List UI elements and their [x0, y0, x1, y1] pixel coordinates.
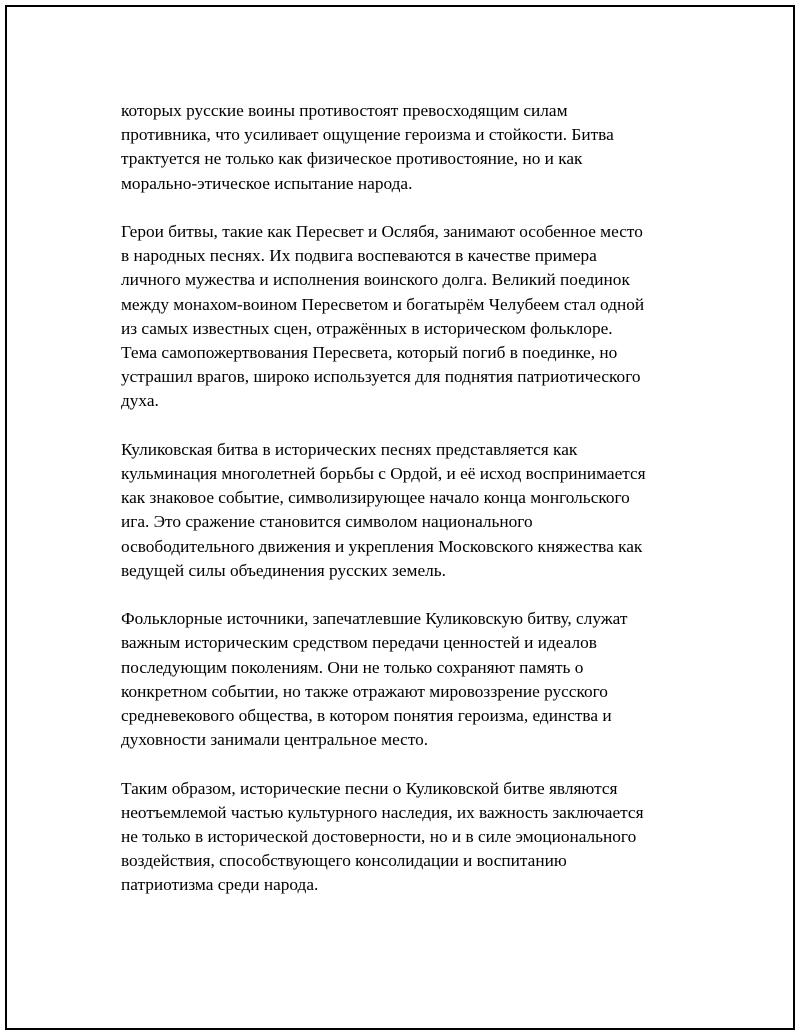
- paragraph-4: Фольклорные источники, запечатлевшие Куликовскую битву, служат важным историческим средством передачи ценностей и идеалов последующим поколениям. Они не только сохраняют память о конкретном событии, но также отражают мировоззрение русского средневекового общества, в котором понятия героизма, единства и духовности занимали центральное место.: [121, 609, 628, 750]
- paragraph-2: Герои битвы, такие как Пересвет и Ослябя, занимают особенное место в народных песнях. Их подвига воспеваются в качестве примера личного мужества и исполнения воинского долга. Великий поединок между монахом-воином Пересветом и богатырём Челубеем стал одной из самых известных сцен, отражённых в историческом фольклоре. Тема самопожертвования Пересвета, который погиб в поединке, но устрашил врагов, широко используется для поднятия патриотического духа.: [121, 222, 645, 411]
- paragraph-1: которых русские воины противостоят превосходящим силам противника, что усиливает ощущение героизма и стойкости. Битва трактуется не только как физическое противостояние, но и как морально-этическое испытание народа.: [121, 101, 614, 193]
- document-body: [121, 99, 701, 922]
- page-frame: [5, 5, 795, 1030]
- paragraph-3: Куликовская битва в исторических песнях представляется как кульминация многолетней борьбы с Ордой, и её исход воспринимается как знаковое событие, символизирующее начало конца монгольского ига. Это сражение становится символом национального освободительного движения и укрепления Московского княжества как ведущей силы объединения русских земель.: [121, 439, 646, 580]
- paragraph-5: Таким образом, исторические песни о Куликовской битве являются неотъемлемой частью культурного наследия, их важность заключается не только в исторической достоверности, но и в силе эмоционального воздействия, способствующего консолидации и воспитанию патриотизма среди народа.: [121, 778, 644, 895]
